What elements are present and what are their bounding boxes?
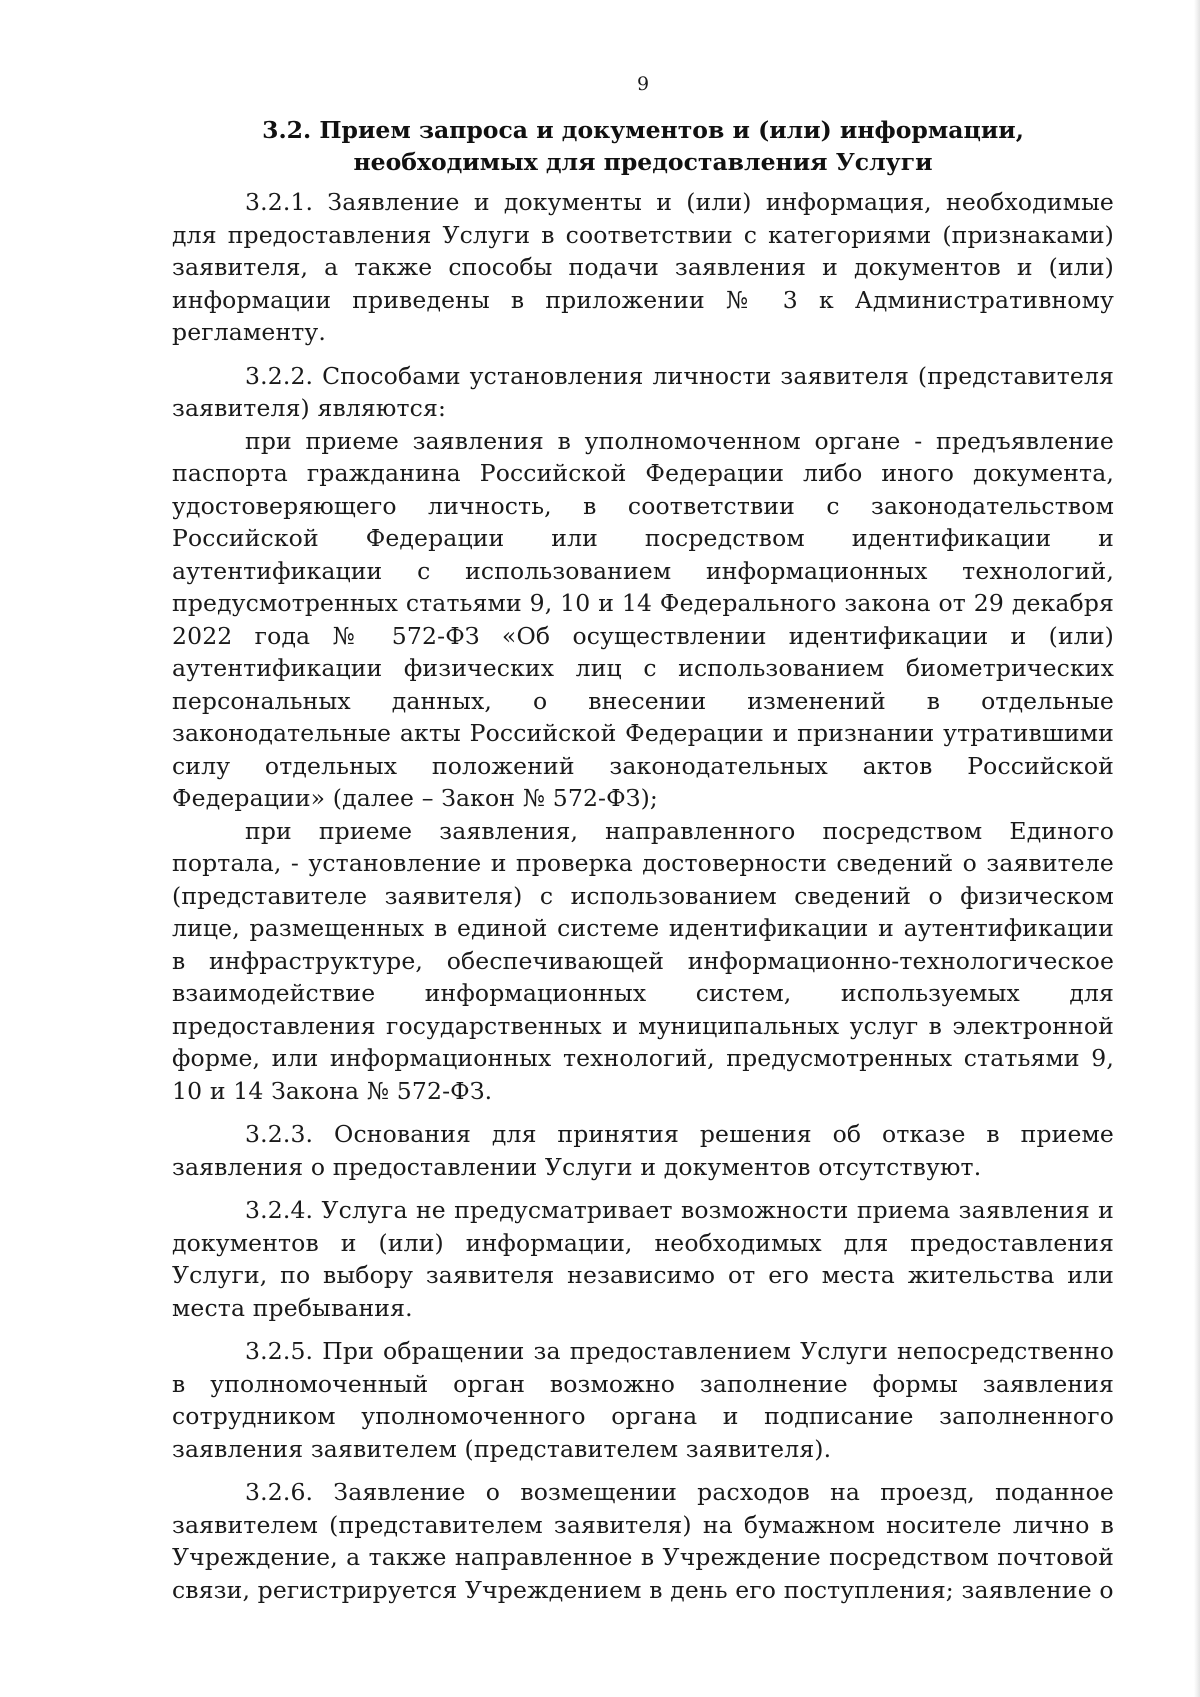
- paragraph-3-2-2-portal: при приеме заявления, направленного посредством Единого портала, - установление и проверка достоверности сведений о заявителе (представителе заявителя) с использованием сведений о физическом лице, размещенных в единой системе идентификации и аутентификации в инфраструктуре, обеспечивающей информационно-технологическое взаимодействие информационных систем, используемых для предоставления государственных и муниципальных услуг в электронной форме, или информационных технологий, предусмотренных статьями 9, 10 и 14 Закона № 572-ФЗ.: [172, 816, 1114, 1105]
- paragraph-3-2-5: 3.2.5. При обращении за предоставлением Услуги непосредственно в уполномоченный орган возможно заполнение формы заявления сотрудником уполномоченного органа и подписание заполненного заявления заявителем (представителем заявителя).: [172, 1337, 1114, 1463]
- paragraph-3-2-2: 3.2.2. Способами установления личности заявителя (представителя заявителя) являются:: [172, 361, 1114, 422]
- section-heading: 3.2. Прием запроса и документов и (или) информации, необходимых для предоставления Услуги: [262, 116, 1024, 176]
- paragraph-3-2-4: 3.2.4. Услуга не предусматривает возможности приема заявления и документов и (или) информации, необходимых для предоставления Услуги, по выбору заявителя независимо от его места жительства или места пребывания.: [172, 1196, 1114, 1322]
- page-number: 9: [636, 73, 650, 95]
- page-edge-shadow: [1194, 0, 1200, 1697]
- paragraph-3-2-6: 3.2.6. Заявление о возмещении расходов на проезд, поданное заявителем (представителем заявителя) на бумажном носителе лично в Учреждение, а также направленное в Учреждение посредством почтовой связи, регистрируется Учреждением в день его поступления; заявление о: [172, 1478, 1114, 1604]
- paragraph-3-2-3: 3.2.3. Основания для принятия решения об отказе в приеме заявления о предоставлении Услуги и документов отсутствуют.: [172, 1120, 1114, 1181]
- paragraph-3-2-2-passport: при приеме заявления в уполномоченном органе - предъявление паспорта гражданина Российской Федерации либо иного документа, удостоверяющего личность, в соответствии с законодательством Российской Федерации или посредством идентификации и аутентификации с использованием информационных технологий, предусмотренных статьями 9, 10 и 14 Федерального закона от 29 декабря 2022 года № 572-ФЗ «Об осуществлении идентификации и (или) аутентификации физических лиц с использованием биометрических персональных данных, о внесении изменений в отдельные законодательные акты Российской Федерации и признании утратившими силу отдельных положений законодательных актов Российской Федерации» (далее – Закон № 572-ФЗ);: [172, 426, 1114, 812]
- paragraph-3-2-1: 3.2.1. Заявление и документы и (или) информация, необходимые для предоставления Услуги в соответствии с категориями (признаками) заявителя, а также способы подачи заявления и документов и (или) информации приведены в приложении № 3 к Административному регламенту.: [172, 188, 1114, 346]
- document-body: [172, 114, 1114, 1617]
